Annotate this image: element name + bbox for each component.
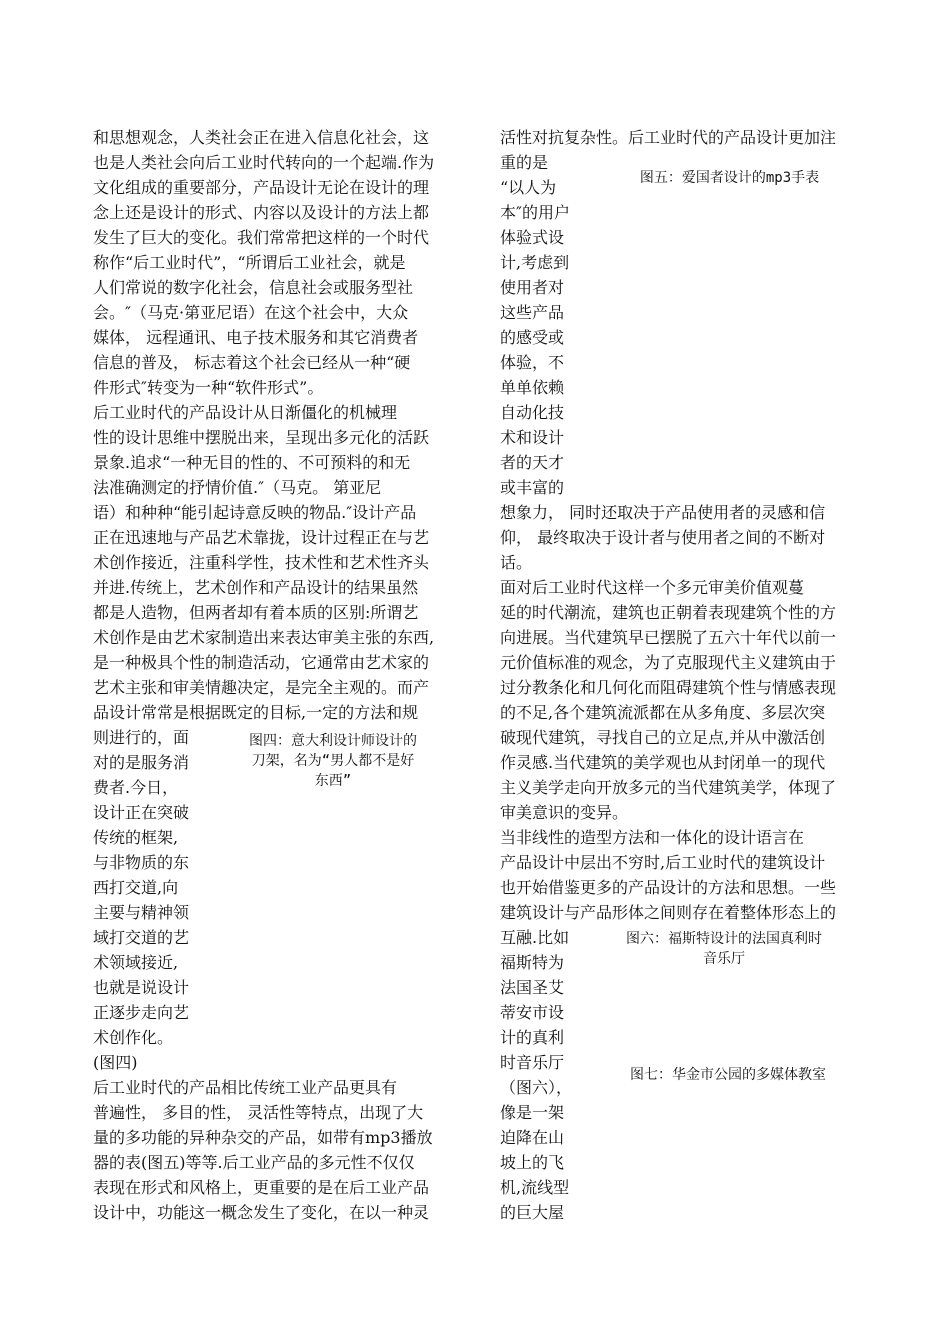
caption-line: 图七：华金市公园的多媒体教室: [630, 1067, 826, 1083]
text-line: 计的真利: [500, 1028, 565, 1047]
caption-line: 音乐厅: [703, 951, 745, 967]
text-line: 域打交道的艺: [93, 928, 190, 947]
text-line: 审美意识的变异。: [500, 803, 629, 822]
text-line: 的巨大屋: [500, 1203, 565, 1222]
text-line: 设计正在突破: [93, 803, 190, 822]
text-line: 福斯特为: [500, 953, 565, 972]
text-line: 与非物质的东: [93, 853, 190, 872]
text-line: 对的是服务消: [93, 753, 190, 772]
text-line: 景象.追求“一种无目的性的、不可预料的和无: [93, 453, 411, 472]
caption-line: 图六：福斯特设计的法国真利时: [626, 931, 822, 947]
text-line: 术创作接近，注重科学性，技术性和艺术性齐头: [93, 553, 430, 572]
text-line: 想象力， 同时还取决于产品使用者的灵感和信: [500, 503, 826, 522]
text-line: 念上还是设计的形式、内容以及设计的方法上都: [93, 203, 430, 222]
text-line: (图四): [93, 1053, 138, 1072]
text-line: 都是人造物，但两者却有着本质的区别:所谓艺: [93, 603, 419, 622]
text-line: 器的表(图五)等等.后工业产品的多元性不仅仅: [93, 1153, 415, 1172]
text-line: 蒂安市设: [500, 1003, 565, 1022]
text-line: 性的设计思维中摆脱出来，呈现出多元化的活跃: [93, 428, 430, 447]
figure-6-caption: [600, 929, 848, 969]
text-line: （图六），: [500, 1078, 573, 1097]
text-line: 语）和种种“能引起诗意反映的物品.″设计产品: [93, 503, 417, 522]
text-line: 本″的用户: [500, 203, 570, 222]
text-line: 互融.比如: [500, 928, 570, 947]
text-line: 件形式″转变为一种“软件形式”。: [93, 378, 324, 397]
caption-line: 图五：爱国者设计的mp3手表: [639, 170, 820, 186]
text-line: 并进.传统上，艺术创作和产品设计的结果虽然: [93, 578, 419, 597]
text-line: 过分教条化和几何化而阻碍建筑个性与情感表现: [500, 678, 837, 697]
text-line: 计,考虑到: [500, 253, 570, 272]
text-line: 延的时代潮流，建筑也正朝着表现建筑个性的方: [500, 603, 837, 622]
text-line: 发生了巨大的变化。我们常常把这样的一个时代: [93, 228, 430, 247]
text-line: 量的多功能的异种杂交的产品，如带有mp3播放: [93, 1128, 433, 1147]
text-line: 坡上的飞: [500, 1153, 565, 1172]
text-line: 设计中，功能这一概念发生了变化，在以一种灵: [93, 1203, 430, 1222]
text-line: 元价值标准的观念，为了克服现代主义建筑由于: [500, 653, 837, 672]
text-line: 面对后工业时代这样一个多元审美价值观蔓: [500, 578, 805, 597]
text-line: 向进展。当代建筑早已摆脱了五六十年代以前一: [500, 628, 837, 647]
caption-line: 刀架，名为“男人都不是好: [251, 753, 415, 769]
text-line: 机,流线型: [500, 1178, 570, 1197]
text-line: 正在迅速地与产品艺术靠拢，设计过程正在与艺: [93, 528, 430, 547]
text-line: “以人为: [500, 178, 557, 197]
text-line: 术创作是由艺术家制造出来表达审美主张的东西,: [93, 628, 435, 647]
caption-line: 东西”: [314, 773, 352, 789]
text-line: 主要与精神领: [93, 903, 190, 922]
figure-4-caption: [228, 731, 438, 791]
text-line: 产品设计中层出不穷时,后工业时代的建筑设计: [500, 853, 826, 872]
text-line: 当非线性的造型方法和一体化的设计语言在: [500, 828, 805, 847]
text-line: 单单依赖: [500, 378, 565, 397]
text-line: 西打交道,向: [93, 878, 179, 897]
text-line: 重的是: [500, 153, 549, 172]
figure-5-caption: [612, 168, 847, 188]
text-line: 术和设计: [500, 428, 565, 447]
text-line: 话。: [500, 553, 533, 572]
text-line: 也就是说设计: [93, 978, 190, 997]
figure-7-caption: [600, 1065, 856, 1085]
text-line: 称作“后工业时代”，“所谓后工业社会，就是: [93, 253, 406, 272]
text-line: 或丰富的: [500, 478, 565, 497]
text-line: 法国圣艾: [500, 978, 565, 997]
text-line: 破现代建筑，寻找自己的立足点,并从中激活创: [500, 728, 826, 747]
text-line: 品设计常常是根据既定的目标,一定的方法和规: [93, 703, 419, 722]
text-line: 自动化技: [500, 403, 565, 422]
text-line: 普遍性， 多目的性， 灵活性等特点，出现了大: [93, 1103, 424, 1122]
text-line: 作灵感.当代建筑的美学观也从封闭单一的现代: [500, 753, 826, 772]
text-line: 时音乐厅: [500, 1053, 565, 1072]
caption-line: 图四：意大利设计师设计的: [249, 733, 417, 749]
text-line: 传统的框架,: [93, 828, 179, 847]
text-line: 后工业时代的产品设计从日渐僵化的机械理: [93, 403, 398, 422]
text-line: 这些产品: [500, 303, 565, 322]
text-line: 者的天才: [500, 453, 565, 472]
text-line: 费者.今日，: [93, 778, 179, 797]
text-line: 主义美学走向开放多元的当代建筑美学，体现了: [500, 778, 837, 797]
text-line: 后工业时代的产品相比传统工业产品更具有: [93, 1078, 398, 1097]
text-line: 迫降在山: [500, 1128, 565, 1147]
text-line: 仰， 最终取决于设计者与使用者之间的不断对: [500, 528, 826, 547]
text-line: 媒体， 远程通讯、电子技术服务和其它消费者: [93, 328, 419, 347]
text-line: 则进行的，面: [93, 728, 190, 747]
text-line: 像是一架: [500, 1103, 565, 1122]
text-line: 艺术主张和审美情趣决定，是完全主观的。而产: [93, 678, 430, 697]
text-line: 体验，不: [500, 353, 565, 372]
text-line: 也开始借鉴更多的产品设计的方法和思想。一些: [500, 878, 837, 897]
text-line: 也是人类社会向后工业时代转向的一个起端.作为: [93, 153, 435, 172]
text-line: 术领域接近,: [93, 953, 179, 972]
text-line: 法准确测定的抒情价值.″（马克。 第亚尼: [93, 478, 382, 497]
text-line: 表现在形式和风格上，更重要的是在后工业产品: [93, 1178, 430, 1197]
text-line: 信息的普及， 标志着这个社会已经从一种“硬: [93, 353, 411, 372]
text-line: 体验式设: [500, 228, 565, 247]
text-line: 人们常说的数字化社会，信息社会或服务型社: [93, 278, 414, 297]
text-line: 正逐步走向艺: [93, 1003, 190, 1022]
text-line: 文化组成的重要部分，产品设计无论在设计的理: [93, 178, 430, 197]
text-line: 和思想观念，人类社会正在进入信息化社会，这: [93, 128, 430, 147]
text-line: 活性对抗复杂性。后工业时代的产品设计更加注: [500, 128, 837, 147]
text-line: 使用者对: [500, 278, 565, 297]
text-line: 是一种极具个性的制造活动，它通常由艺术家的: [93, 653, 430, 672]
text-line: 建筑设计与产品形体之间则存在着整体形态上的: [500, 903, 837, 922]
text-line: 会。″（马克·第亚尼语）在这个社会中，大众: [93, 303, 409, 322]
text-line: 术创作化。: [93, 1028, 174, 1047]
text-line: 的感受或: [500, 328, 565, 347]
text-line: 的不足,各个建筑流派都在从多角度、多层次突: [500, 703, 826, 722]
